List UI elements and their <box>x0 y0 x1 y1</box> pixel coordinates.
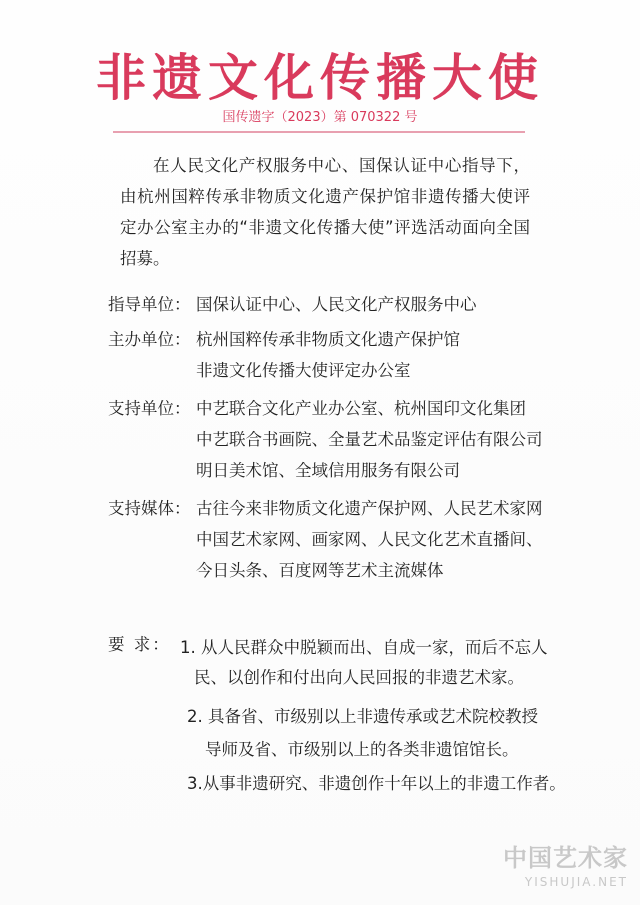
section-label: 支持单位： <box>108 399 191 418</box>
requirements-label: 要 求： <box>108 635 171 654</box>
intro-paragraph: 在人民文化产权服务中心、国保认证中心指导下，由杭州国粹传承非物质文化遗产保护馆非遗传播大使评定办公室主办的“非遗文化传播大使”评选活动面向全国招募。 <box>120 156 530 268</box>
section-label: 主办单位： <box>108 330 191 349</box>
section-label: 支持媒体： <box>108 499 191 518</box>
section-line: 明日美术馆、全域信用服务有限公司 <box>196 461 460 480</box>
section-line: 中艺联合书画院、全量艺术品鉴定评估有限公司 <box>196 430 543 449</box>
section-line: 杭州国粹传承非物质文化遗产保护馆 <box>196 330 460 349</box>
section-line: 国保认证中心、人民文化产权服务中心 <box>196 295 477 314</box>
document-number: 国传遗字（2023）第 070322 号 <box>222 110 418 125</box>
watermark <box>488 838 628 889</box>
section-line: 非遗文化传播大使评定办公室 <box>196 361 411 380</box>
section-line: 今日头条、百度网等艺术主流媒体 <box>196 561 444 580</box>
requirement-line: 2. 具备省、市级别以上非遗传承或艺术院校教授 <box>187 707 538 726</box>
watermark-en: YISHUJIA.NET <box>524 875 628 889</box>
requirement-line: 3.从事非遗研究、非遗创作十年以上的非遗工作者。 <box>187 774 566 793</box>
section-line: 古往今来非物质文化遗产保护网、人民艺术家网 <box>196 499 543 518</box>
document-title: 非遗文化传播大使 <box>96 49 544 107</box>
requirement-line: 导师及省、市级别以上的各类非遗馆馆长。 <box>205 740 519 759</box>
watermark-cn: 中国艺术家 <box>503 843 628 872</box>
section-label: 指导单位： <box>108 295 191 314</box>
section-line: 中国艺术家网、画家网、人民文化艺术直播间、 <box>196 530 543 549</box>
section-line: 中艺联合文化产业办公室、杭州国印文化集团 <box>196 399 526 418</box>
header-divider <box>113 131 525 133</box>
requirement-line: 1. 从人民群众中脱颖而出、自成一家，而后不忘人 <box>180 638 548 657</box>
requirement-line: 民、以创作和付出向人民回报的非遗艺术家。 <box>194 668 524 687</box>
